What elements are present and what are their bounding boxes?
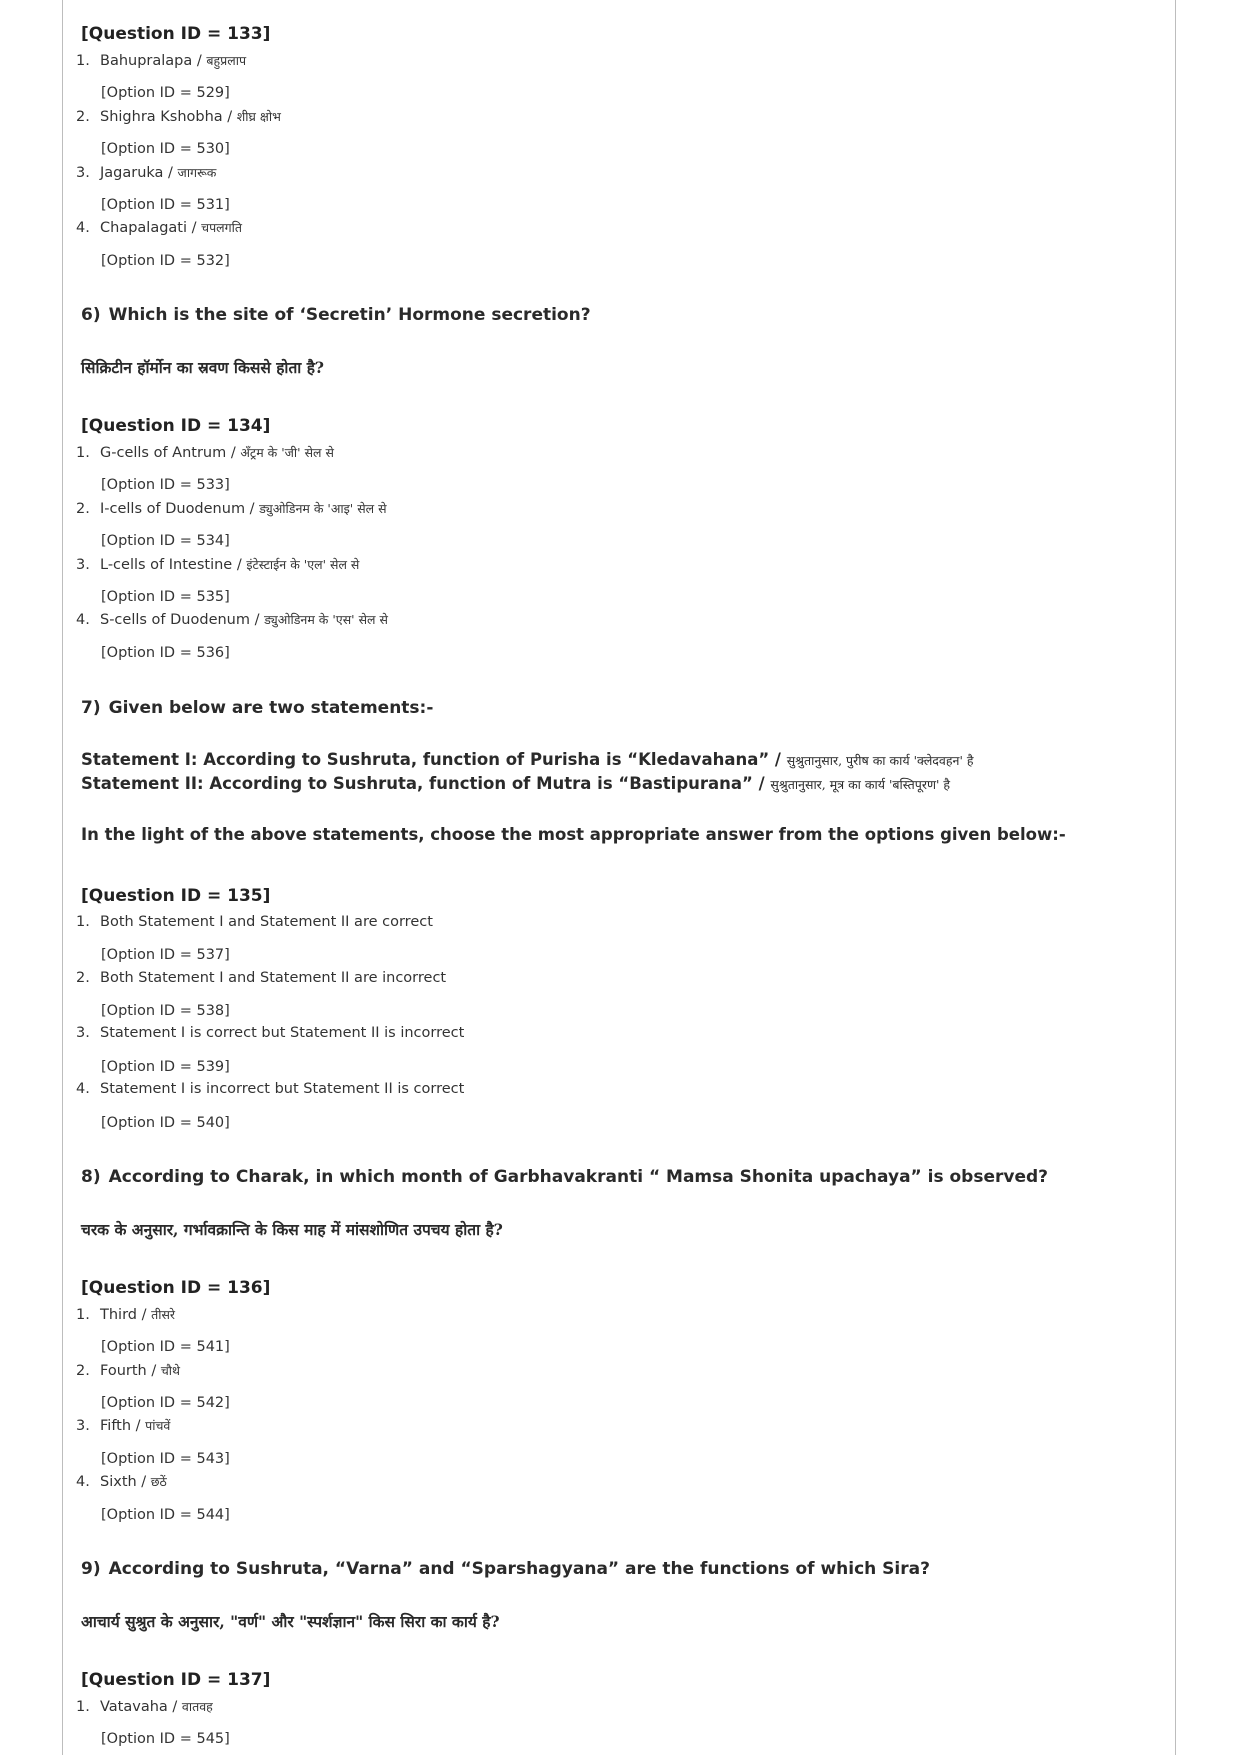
option bbox=[76, 1698, 213, 1715]
option-number: 4. bbox=[76, 612, 90, 628]
option bbox=[76, 164, 216, 181]
option-id: [Option ID = 541] bbox=[101, 1339, 230, 1355]
question-english: Which is the site of ‘Secretin’ Hormone secretion? bbox=[108, 305, 591, 325]
option bbox=[76, 914, 433, 930]
question-text bbox=[81, 305, 591, 325]
option-number: 3. bbox=[76, 1025, 90, 1041]
option-id: [Option ID = 536] bbox=[101, 645, 230, 661]
question-number: 8) bbox=[81, 1167, 101, 1187]
option-number: 2. bbox=[76, 970, 90, 986]
question-id: [Question ID = 133] bbox=[81, 24, 271, 44]
option-number: 3. bbox=[76, 557, 90, 573]
question-hindi: आचार्य सुश्रुत के अनुसार, "वर्ण" और "स्पर्शज्ञान" किस सिरा का कार्य है? bbox=[81, 1612, 500, 1631]
option-number: 1. bbox=[76, 1307, 90, 1323]
option-text: G-cells of Antrum / bbox=[100, 445, 241, 461]
statement-one bbox=[81, 750, 974, 769]
option-text: I-cells of Duodenum / bbox=[100, 501, 260, 517]
option-number: 2. bbox=[76, 1363, 90, 1379]
option-id: [Option ID = 542] bbox=[101, 1395, 230, 1411]
option-hindi: ड्युओडिनम के 'एस' सेल से bbox=[264, 612, 388, 627]
option bbox=[76, 1417, 170, 1434]
option-hindi: इंटेस्टाईन के 'एल' सेल से bbox=[246, 557, 360, 572]
option bbox=[76, 556, 359, 573]
option bbox=[76, 970, 446, 986]
question-text bbox=[81, 1167, 1048, 1187]
question-id: [Question ID = 135] bbox=[81, 886, 271, 906]
option bbox=[76, 1362, 180, 1379]
option bbox=[76, 500, 387, 517]
option-id: [Option ID = 539] bbox=[101, 1059, 230, 1075]
option-id: [Option ID = 545] bbox=[101, 1731, 230, 1747]
option-number: 1. bbox=[76, 53, 90, 69]
option-hindi: जागरूक bbox=[177, 165, 217, 180]
option-number: 1. bbox=[76, 914, 90, 930]
option-text: Both Statement I and Statement II are correct bbox=[100, 914, 433, 930]
option-text: Fifth / bbox=[100, 1418, 146, 1434]
option-hindi: छठें bbox=[150, 1474, 167, 1489]
option-text: Jagaruka / bbox=[100, 165, 178, 181]
statement-two bbox=[81, 774, 950, 793]
statement-one-hindi: सुश्रुतानुसार, पुरीष का कार्य 'क्लेदवहन' है bbox=[786, 753, 974, 768]
option-number: 1. bbox=[76, 1699, 90, 1715]
option-id: [Option ID = 533] bbox=[101, 477, 230, 493]
option-id: [Option ID = 543] bbox=[101, 1451, 230, 1467]
question-hindi: चरक के अनुसार, गर्भावक्रान्ति के किस माह में मांसशोणित उपचय होता है? bbox=[81, 1220, 503, 1239]
question-id: [Question ID = 134] bbox=[81, 416, 271, 436]
option-text: L-cells of Intestine / bbox=[100, 557, 247, 573]
option-hindi: वातवह bbox=[181, 1699, 213, 1714]
question-text bbox=[81, 1559, 930, 1579]
option bbox=[76, 52, 246, 69]
option-number: 3. bbox=[76, 1418, 90, 1434]
option bbox=[76, 1025, 464, 1041]
option bbox=[76, 1081, 464, 1097]
option-hindi: बहुप्रलाप bbox=[206, 53, 247, 68]
question-number: 9) bbox=[81, 1559, 101, 1579]
option-id: [Option ID = 538] bbox=[101, 1003, 230, 1019]
option-hindi: पांचवें bbox=[145, 1418, 171, 1433]
question-english: According to Charak, in which month of Garbhavakranti “ Mamsa Shonita upachaya” is observed? bbox=[108, 1167, 1049, 1187]
option-id: [Option ID = 535] bbox=[101, 589, 230, 605]
question-english: According to Sushruta, “Varna” and “Sparshagyana” are the functions of which Sira? bbox=[108, 1559, 930, 1579]
option-number: 2. bbox=[76, 109, 90, 125]
option-id: [Option ID = 534] bbox=[101, 533, 230, 549]
option bbox=[76, 611, 388, 628]
option bbox=[76, 1473, 167, 1490]
option-text: Statement I is correct but Statement II is incorrect bbox=[100, 1025, 465, 1041]
statement-two-hindi: सुश्रुतानुसार, मूत्र का कार्य 'बस्तिपूरण' है bbox=[770, 777, 951, 792]
option-text: Vatavaha / bbox=[100, 1699, 182, 1715]
option bbox=[76, 108, 281, 125]
option-id: [Option ID = 530] bbox=[101, 141, 230, 157]
statement-two-text: Statement II: According to Sushruta, function of Mutra is “Bastipurana” / bbox=[81, 774, 771, 793]
instruction-text: In the light of the above statements, choose the most appropriate answer from the options given below:- bbox=[81, 825, 1066, 844]
question-id: [Question ID = 136] bbox=[81, 1278, 271, 1298]
option-hindi: तीसरे bbox=[151, 1307, 176, 1322]
option-hindi: ड्युओडिनम के 'आइ' सेल से bbox=[259, 501, 387, 516]
option-hindi: चौथे bbox=[160, 1363, 180, 1378]
option-id: [Option ID = 537] bbox=[101, 947, 230, 963]
option-number: 4. bbox=[76, 1474, 90, 1490]
option-hindi: अँट्रम के 'जी' सेल से bbox=[240, 445, 334, 460]
option-id: [Option ID = 531] bbox=[101, 197, 230, 213]
option bbox=[76, 1306, 175, 1323]
option-text: Third / bbox=[100, 1307, 152, 1323]
option bbox=[76, 219, 242, 236]
option-id: [Option ID = 532] bbox=[101, 253, 230, 269]
option-text: Chapalagati / bbox=[100, 220, 202, 236]
option bbox=[76, 444, 334, 461]
option-text: Fourth / bbox=[100, 1363, 161, 1379]
option-id: [Option ID = 529] bbox=[101, 85, 230, 101]
question-english: Given below are two statements:- bbox=[108, 698, 434, 718]
question-hindi: सिक्रिटीन हॉर्मोन का स्रवण किससे होता है? bbox=[81, 358, 325, 377]
option-hindi: शीघ्र क्षोभ bbox=[236, 109, 281, 124]
question-id: [Question ID = 137] bbox=[81, 1670, 271, 1690]
statement-one-text: Statement I: According to Sushruta, function of Purisha is “Kledavahana” / bbox=[81, 750, 787, 769]
option-text: Statement I is incorrect but Statement II is correct bbox=[100, 1081, 465, 1097]
option-text: Shighra Kshobha / bbox=[100, 109, 237, 125]
option-number: 4. bbox=[76, 220, 90, 236]
option-hindi: चपलगति bbox=[201, 220, 243, 235]
option-number: 3. bbox=[76, 165, 90, 181]
option-id: [Option ID = 544] bbox=[101, 1507, 230, 1523]
question-text bbox=[81, 698, 433, 718]
option-text: Bahupralapa / bbox=[100, 53, 207, 69]
option-number: 2. bbox=[76, 501, 90, 517]
option-number: 1. bbox=[76, 445, 90, 461]
option-id: [Option ID = 540] bbox=[101, 1115, 230, 1131]
option-text: S-cells of Duodenum / bbox=[100, 612, 265, 628]
option-text: Sixth / bbox=[100, 1474, 151, 1490]
option-number: 4. bbox=[76, 1081, 90, 1097]
question-number: 7) bbox=[81, 698, 101, 718]
option-text: Both Statement I and Statement II are incorrect bbox=[100, 970, 447, 986]
question-number: 6) bbox=[81, 305, 101, 325]
